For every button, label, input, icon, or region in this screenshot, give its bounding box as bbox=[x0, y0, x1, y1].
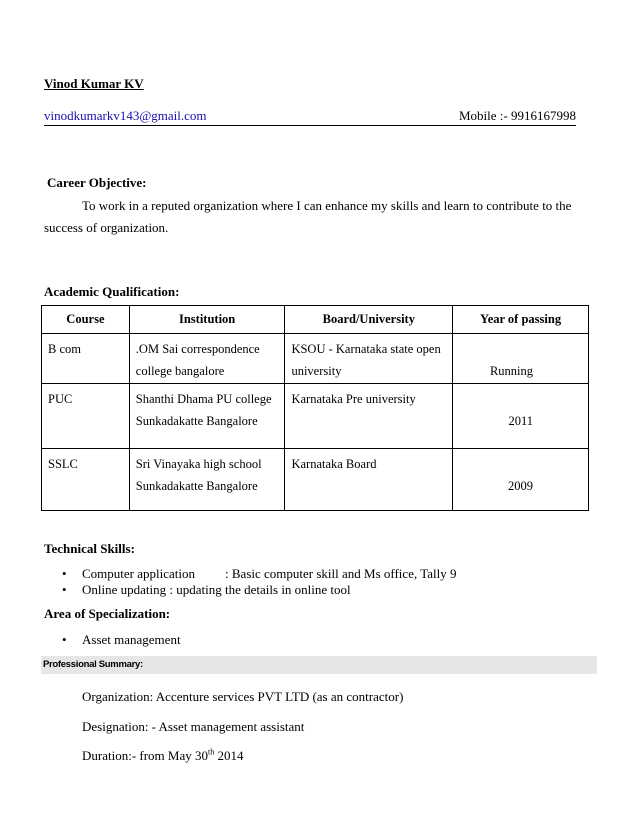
course-cell: B com bbox=[42, 334, 130, 384]
table-row bbox=[42, 334, 589, 384]
technical-skills-heading: Technical Skills: bbox=[44, 541, 135, 556]
designation-line: Designation: - Asset management assistant bbox=[82, 719, 305, 734]
technical-skills-list bbox=[44, 566, 457, 598]
board-cell: KSOU - Karnataka state open university bbox=[285, 334, 453, 384]
course-cell: SSLC bbox=[42, 449, 130, 511]
academic-table bbox=[41, 305, 589, 511]
specialization-heading: Area of Specialization: bbox=[44, 606, 171, 621]
institution-cell: .OM Sai correspondence college bangalore bbox=[129, 334, 285, 384]
organization-line: Organization: Accenture services PVT LTD (as an contractor) bbox=[82, 689, 404, 704]
mobile-number: Mobile :- 9916167998 bbox=[459, 108, 576, 123]
table-row bbox=[42, 384, 589, 449]
column-header: Board/University bbox=[285, 306, 453, 334]
career-objective-line1: To work in a reputed organization where I can enhance my skills and learn to contribute to the bbox=[82, 198, 572, 213]
year-cell: 2011 bbox=[453, 384, 589, 449]
list-item: • Online updating : updating the details in online tool bbox=[44, 582, 457, 598]
table-header-row bbox=[42, 306, 589, 334]
career-objective-line2: success of organization. bbox=[44, 220, 169, 235]
specialization-list bbox=[44, 632, 181, 648]
course-cell: PUC bbox=[42, 384, 130, 449]
career-objective-heading: Career Objective: bbox=[47, 175, 147, 190]
academic-heading: Academic Qualification: bbox=[44, 284, 180, 299]
candidate-name: Vinod Kumar KV bbox=[44, 76, 144, 91]
column-header: Institution bbox=[129, 306, 285, 334]
institution-cell: Shanthi Dhama PU college Sunkadakatte Bangalore bbox=[129, 384, 285, 449]
year-cell: Running bbox=[453, 334, 589, 384]
list-item: • Computer application : Basic computer skill and Ms office, Tally 9 bbox=[44, 566, 457, 582]
table-row bbox=[42, 449, 589, 511]
institution-cell: Sri Vinayaka high school Sunkadakatte Bangalore bbox=[129, 449, 285, 511]
duration-line: Duration:- from May 30th 2014 bbox=[82, 747, 244, 763]
year-cell: 2009 bbox=[453, 449, 589, 511]
column-header: Year of passing bbox=[453, 306, 589, 334]
board-cell: Karnataka Board bbox=[285, 449, 453, 511]
list-item: • Asset management bbox=[44, 632, 181, 648]
email-link[interactable]: vinodkumarkv143@gmail.com bbox=[44, 108, 207, 123]
column-header: Course bbox=[42, 306, 130, 334]
contact-line bbox=[44, 108, 576, 126]
professional-summary-heading: Professional Summary: bbox=[41, 656, 597, 674]
board-cell: Karnataka Pre university bbox=[285, 384, 453, 449]
